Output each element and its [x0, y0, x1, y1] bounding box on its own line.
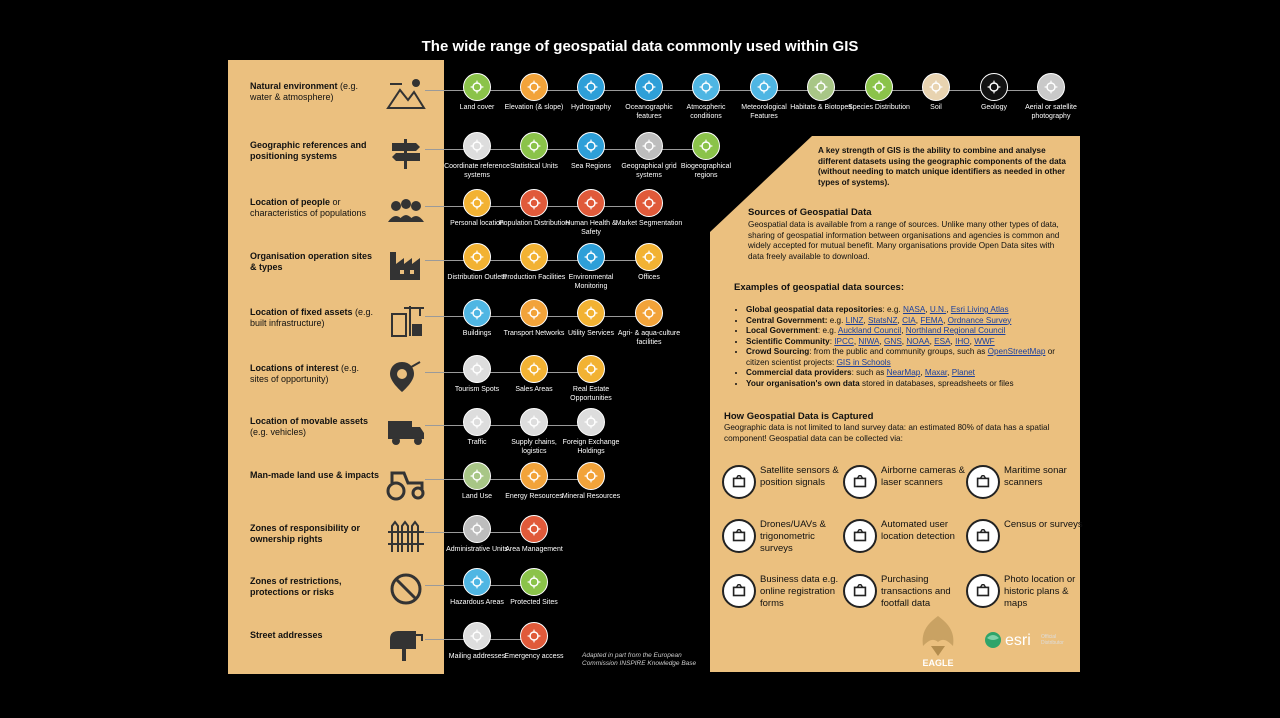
- example-source-item: • Commercial data providers: such as NearMap, Maxar, Planet: [746, 368, 1074, 379]
- example-source-text: e.g.: [827, 315, 846, 325]
- category-label: [250, 416, 380, 438]
- category-subtitle: (e.g. built infrastructure): [250, 307, 374, 328]
- capture-method-label: Photo location or historic plans & maps: [1004, 574, 1076, 609]
- capture-method: [722, 519, 842, 559]
- heart-icon: [577, 189, 605, 217]
- example-source-text: : such as: [851, 368, 887, 377]
- data-type-label: Tourism Spots: [454, 386, 500, 393]
- capture-method-label: Purchasing transactions and footfall data: [881, 574, 951, 609]
- example-source-type: Your organisation's own data: [746, 378, 860, 388]
- ship-icon: [966, 465, 1000, 499]
- example-source-text: : e.g.: [817, 326, 838, 335]
- source-link[interactable]: NIWA: [858, 336, 880, 346]
- source-link[interactable]: IHO: [955, 336, 970, 346]
- esri-text: esri: [1005, 632, 1031, 649]
- capture-method-label: Census or surveys: [1004, 519, 1083, 530]
- data-type-item: [613, 299, 685, 347]
- location-pin-icon: [463, 189, 491, 217]
- capture-method: [843, 519, 963, 559]
- factory-icon: [386, 246, 426, 282]
- source-link[interactable]: IPCC: [834, 336, 854, 346]
- esri-subtext2: Distributor: [1041, 640, 1064, 646]
- data-type-label: Geology: [980, 104, 1008, 111]
- data-type-label: Emergency access: [504, 653, 564, 660]
- example-source-type: Global geospatial data repositories: [746, 305, 883, 314]
- data-type-label: Aerial or satellite photography: [1025, 104, 1077, 120]
- land-use-icon: [463, 462, 491, 490]
- data-type-label: Species Distribution: [848, 104, 910, 111]
- category-label: [250, 197, 380, 219]
- data-type-label: Statistical Units: [510, 163, 558, 170]
- example-source-text: or citizen scientist projects:: [746, 347, 1055, 367]
- car-location-icon: [843, 519, 877, 553]
- mailbox-icon: [386, 625, 426, 661]
- source-link[interactable]: NOAA: [906, 336, 930, 346]
- data-type-label: Meteorological Features: [741, 104, 787, 120]
- esri-logo: [983, 628, 1073, 657]
- area-management-icon: [520, 515, 548, 543]
- capture-method-label: Business data e.g. online registration forms: [760, 574, 839, 609]
- mailbox-icon: [722, 574, 756, 608]
- example-source-item: [746, 379, 1074, 390]
- data-type-label: Habitats & Biotopes: [790, 104, 852, 111]
- data-type-label: Supply chains, logistics: [511, 439, 557, 455]
- data-type-label: Geographical grid systems: [621, 163, 677, 179]
- data-type-item: [498, 622, 570, 661]
- category-title: Zones of responsibility or ownership rights: [250, 523, 361, 544]
- data-type-item: [555, 462, 627, 501]
- example-source-type: Local Government: [746, 326, 818, 335]
- people-icon: [386, 192, 426, 228]
- category-label: [250, 523, 380, 545]
- data-type-item: [555, 408, 627, 456]
- admin-grid-icon: [463, 515, 491, 543]
- data-type-label: Market Segmentation: [615, 220, 683, 227]
- data-type-label: Mailing addresses: [448, 653, 506, 660]
- category-label: [250, 576, 380, 598]
- category-title: Street addresses: [250, 630, 323, 640]
- wind-turbine-icon: [520, 462, 548, 490]
- eagle-text: EAGLE: [922, 658, 954, 668]
- example-source-text: : from the public and community groups, such as: [809, 347, 988, 356]
- source-link[interactable]: ESA: [934, 336, 951, 346]
- category-label: [250, 630, 380, 641]
- example-source-text: :: [829, 336, 835, 346]
- example-source-item: • Local Government: e.g. Auckland Council, Northland Regional Council: [746, 326, 1074, 337]
- data-type-label: Environmental Monitoring: [568, 274, 614, 290]
- siren-icon: [520, 622, 548, 650]
- examples-heading: Examples of geospatial data sources:: [734, 282, 905, 293]
- house-icon: [577, 355, 605, 383]
- capture-method: [966, 574, 1086, 614]
- office-icon: [635, 243, 663, 271]
- monitoring-icon: [577, 243, 605, 271]
- data-type-label: Sea Regions: [570, 163, 612, 170]
- water-drop-icon: [577, 73, 605, 101]
- example-source-item: [746, 347, 1074, 368]
- category-title: Zones of restrictions, protections or risks: [250, 576, 342, 597]
- data-type-label: Mineral Resources: [561, 493, 621, 500]
- protected-plant-icon: [520, 568, 548, 596]
- landscape-weather-icon: [386, 76, 426, 112]
- grid-units-icon: [520, 132, 548, 160]
- example-source-type: Crowd Sourcing: [746, 347, 810, 356]
- source-link[interactable]: Auckland Council: [837, 326, 902, 335]
- data-type-item: [555, 355, 627, 403]
- sea-region-icon: [577, 132, 605, 160]
- prohibited-icon: [386, 571, 426, 607]
- data-type-label: Human Health & Safety: [565, 220, 617, 236]
- data-type-label: Hazardous Areas: [450, 599, 504, 606]
- source-note: Adapted in part from the European Commission INSPIRE Knowledge Base: [582, 652, 697, 667]
- capture-method-label: Airborne cameras & laser scanners: [881, 465, 965, 488]
- production-icon: [520, 243, 548, 271]
- example-source-text: stored in databases, spreadsheets or files: [859, 378, 1014, 388]
- data-type-label: Hydrography: [570, 104, 612, 111]
- example-source-text: : e.g.: [882, 305, 903, 314]
- satellite-photo-icon: [1037, 73, 1065, 101]
- category-title: Organisation operation sites & types: [250, 251, 373, 272]
- data-type-item: [498, 568, 570, 607]
- source-link[interactable]: Esri Living Atlas: [950, 305, 1009, 314]
- example-source-item: • Scientific Community: IPCC, NIWA, GNS, NOAA, ESA, IHO, WWF: [746, 337, 1074, 348]
- habitat-icon: [807, 73, 835, 101]
- source-link[interactable]: StatsNZ: [867, 315, 898, 325]
- source-link[interactable]: LINZ: [845, 315, 864, 325]
- pickaxe-icon: [980, 73, 1008, 101]
- category-title: Location of movable assets: [250, 416, 369, 426]
- crane-building-icon: [386, 302, 426, 338]
- example-source-item: • Central Government: e.g. LINZ, StatsNZ, CIA, FEMA, Ordnance Survey: [746, 316, 1074, 327]
- target-pin-icon: [386, 358, 426, 394]
- data-type-label: Population Distribution: [498, 220, 570, 227]
- example-source-item: • Global geospatial data repositories: e.g. NASA, U.N., Esri Living Atlas: [746, 305, 1074, 316]
- data-type-label: Foreign Exchange Holdings: [562, 439, 620, 455]
- source-link[interactable]: Maxar: [924, 368, 948, 377]
- data-type-label: Energy Resources: [505, 493, 563, 500]
- capture-method: [966, 519, 1086, 559]
- truck-icon: [386, 411, 426, 447]
- source-link[interactable]: OpenStreetMap: [987, 347, 1046, 356]
- source-link[interactable]: WWF: [974, 336, 995, 346]
- data-type-label: Atmospheric conditions: [686, 104, 726, 120]
- signpost-icon: [386, 135, 426, 171]
- capture-method: [843, 574, 963, 614]
- source-link[interactable]: GNS: [884, 336, 902, 346]
- transport-icon: [520, 299, 548, 327]
- data-type-label: Distribution Outlets: [447, 274, 507, 281]
- drone-icon: [722, 519, 756, 553]
- category-label: [250, 81, 380, 103]
- receipt-icon: [843, 574, 877, 608]
- weather-map-icon: [750, 73, 778, 101]
- capture-method-label: Maritime sonar scanners: [1004, 465, 1067, 488]
- page-title: The wide range of geospatial data commonly used within GIS: [421, 38, 859, 55]
- sales-icon: [520, 355, 548, 383]
- source-link[interactable]: CIA: [902, 315, 916, 325]
- money-icon: [577, 408, 605, 436]
- category-label: [250, 470, 380, 481]
- data-type-label: Offices: [638, 274, 660, 281]
- tractor-icon: [386, 465, 426, 501]
- source-link[interactable]: Ordnance Survey: [947, 315, 1012, 325]
- data-type-item: [498, 515, 570, 554]
- data-type-label: Oceanographic features: [625, 104, 673, 120]
- data-type-label: Area Management: [505, 546, 563, 553]
- data-type-label: Real Estate Opportunities: [570, 386, 612, 402]
- coordinate-icon: [463, 132, 491, 160]
- data-type-item: [613, 189, 685, 228]
- fence-icon: [386, 518, 426, 554]
- agri-icon: [635, 299, 663, 327]
- category-subtitle: or characteristics of populations: [250, 197, 367, 218]
- category-title: Geographic references and positioning systems: [250, 140, 367, 161]
- example-source-type: Scientific Community: [746, 336, 830, 346]
- source-link[interactable]: GIS in Schools: [836, 357, 891, 367]
- source-link[interactable]: NASA: [902, 305, 926, 314]
- leaf-icon: [865, 73, 893, 101]
- puzzle-icon: [635, 189, 663, 217]
- data-type-item: [613, 243, 685, 282]
- photo-icon: [966, 574, 1000, 608]
- sources-heading: Sources of Geospatial Data: [748, 207, 872, 218]
- soil-icon: [922, 73, 950, 101]
- cloud-icon: [692, 73, 720, 101]
- category-subtitle: (e.g. water & atmosphere): [250, 81, 359, 102]
- captured-text: Geographic data is not limited to land survey data: an estimated 80% of data has a spatial component! Geospatial data can be collected via:: [724, 423, 1050, 443]
- examples-list: [734, 305, 1074, 389]
- category-title: Natural environment: [250, 81, 338, 91]
- data-type-label: Agri- & aqua-culture facilities: [617, 330, 681, 346]
- capture-method-label: Drones/UAVs & trigonometric surveys: [760, 519, 826, 554]
- tourism-icon: [463, 355, 491, 383]
- data-type-label: Traffic: [467, 439, 487, 446]
- captured-heading: How Geospatial Data is Captured: [724, 411, 874, 422]
- category-title: Location of fixed assets: [250, 307, 353, 317]
- source-link[interactable]: U.N.: [929, 305, 947, 314]
- data-type-label: Transport Networks: [503, 330, 565, 337]
- traffic-icon: [463, 408, 491, 436]
- category-label: [250, 140, 380, 162]
- source-link[interactable]: Northland Regional Council: [905, 326, 1006, 335]
- intro-text: A key strength of GIS is the ability to combine and analyse different datasets using the geographic components of the data (without needing to match unique identifiers as needed in other types of systems).: [818, 146, 1066, 187]
- data-type-label: Protected Sites: [510, 599, 558, 606]
- category-label: [250, 307, 380, 329]
- data-type-label: Soil: [930, 104, 942, 111]
- data-type-label: Coordinate reference systems: [444, 163, 510, 179]
- example-source-type: Commercial data providers: [746, 368, 852, 377]
- data-type-label: Administrative Units: [446, 546, 508, 553]
- source-link[interactable]: Planet: [951, 368, 975, 377]
- outlet-icon: [463, 243, 491, 271]
- capture-method: [966, 465, 1086, 505]
- airplane-icon: [843, 465, 877, 499]
- wave-icon: [635, 73, 663, 101]
- data-type-label: Personal location: [450, 220, 504, 227]
- data-type-label: Buildings: [462, 330, 492, 337]
- capture-method: [722, 465, 842, 505]
- category-subtitle: (e.g. sites of opportunity): [250, 363, 360, 384]
- satellite-icon: [722, 465, 756, 499]
- tree-icon: [463, 73, 491, 101]
- checklist-icon: [966, 519, 1000, 553]
- box-icon: [520, 408, 548, 436]
- data-type-label: Utility Services: [568, 330, 614, 337]
- category-title: Locations of interest: [250, 363, 339, 373]
- population-icon: [520, 189, 548, 217]
- buildings-icon: [463, 299, 491, 327]
- capture-method: [722, 574, 842, 614]
- category-label: [250, 363, 380, 385]
- category-title: Man-made land use & impacts: [250, 470, 380, 480]
- category-title: Location of people: [250, 197, 330, 207]
- data-type-label: Sales Areas: [515, 386, 553, 393]
- utility-icon: [577, 299, 605, 327]
- mountain-icon: [520, 73, 548, 101]
- capture-method-label: Automated user location detection: [881, 519, 955, 542]
- category-subtitle: (e.g. vehicles): [250, 427, 307, 437]
- source-link[interactable]: FEMA: [920, 315, 944, 325]
- capture-method-label: Satellite sensors & position signals: [760, 465, 839, 488]
- sources-text: Geospatial data is available from a range of sources. Unlike many other types of data, sharing of geospatial information between organisations and agencies is common and widely accepted for mutual benefit. Many organisations provide Open Data sites with data freely available to download.: [748, 220, 1060, 261]
- category-label: [250, 251, 380, 273]
- envelope-icon: [463, 622, 491, 650]
- data-type-label: Elevation (& slope): [504, 104, 564, 111]
- data-type-item: [1015, 73, 1087, 121]
- data-type-label: Biogeographical regions: [680, 163, 732, 179]
- source-link[interactable]: NearMap: [886, 368, 921, 377]
- capture-method: [843, 465, 963, 505]
- hazard-mountain-icon: [463, 568, 491, 596]
- grid-icon: [635, 132, 663, 160]
- data-type-label: Land cover: [459, 104, 495, 111]
- data-type-label: Production Facilities: [502, 274, 566, 281]
- esri-subtext: Official: [1041, 634, 1057, 640]
- example-source-type: Central Government:: [746, 315, 828, 325]
- data-type-label: Land Use: [462, 493, 492, 500]
- diamond-icon: [577, 462, 605, 490]
- eagle-logo: [913, 612, 963, 670]
